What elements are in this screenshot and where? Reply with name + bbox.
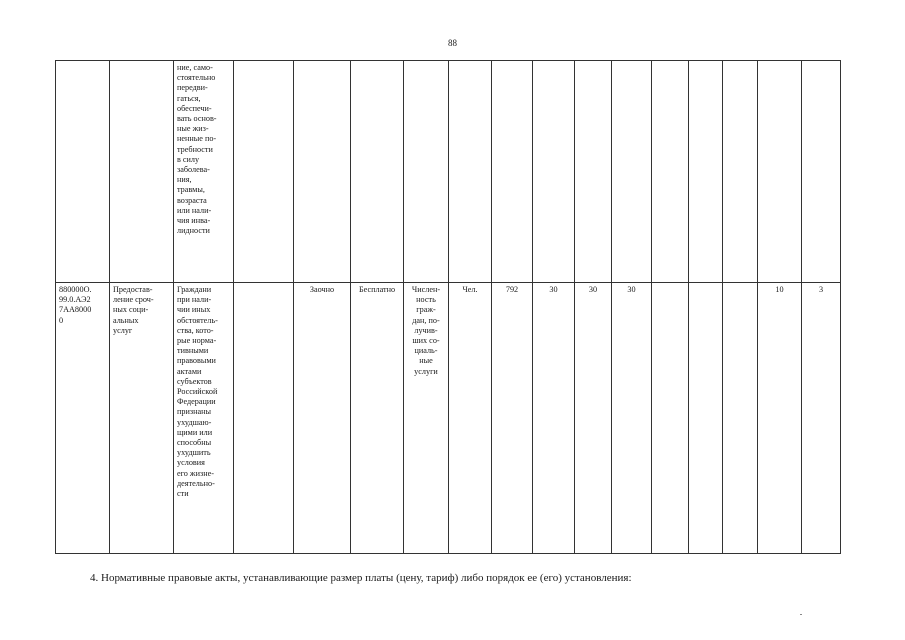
table-cell xyxy=(723,61,758,283)
cell-service-form: Заочно xyxy=(294,283,351,554)
table-cell xyxy=(351,61,404,283)
table-cell xyxy=(689,283,723,554)
cell-value-year-2: 30 xyxy=(575,283,612,554)
table-row-continuation xyxy=(56,61,841,283)
cell-deviation-percent: 10 xyxy=(758,283,802,554)
scan-artifact xyxy=(800,614,802,615)
cell-unit: Чел. xyxy=(449,283,492,554)
cell-registry-code: 880000О. 99.0.АЭ2 7АА8000 0 xyxy=(56,283,110,554)
table-cell xyxy=(758,61,802,283)
cell-value-year-3: 30 xyxy=(612,283,652,554)
cell-service-empty xyxy=(110,61,174,283)
table-cell xyxy=(234,283,294,554)
cell-recipient-category: Граждани при нали- чии иных обстоятель- ства, кото- рые норма- тивными правовыми актами субъектов Российской Федерации признаны ухудшаю- щими или способны ухудшить условия его жизне- деятельно- сти xyxy=(174,283,234,554)
cell-indicator-name: Числен- ность граж- дан, по- лучив- ших со- циаль- ные услуги xyxy=(404,283,449,554)
table-cell xyxy=(404,61,449,283)
cell-payment-type: Бесплатно xyxy=(351,283,404,554)
table-cell xyxy=(723,283,758,554)
table-cell xyxy=(652,61,689,283)
cell-okei-code: 792 xyxy=(492,283,533,554)
table-cell xyxy=(575,61,612,283)
table-cell xyxy=(533,61,575,283)
table-cell xyxy=(652,283,689,554)
page-number: 88 xyxy=(448,38,457,48)
table-cell xyxy=(449,61,492,283)
table-cell xyxy=(234,61,294,283)
table-cell xyxy=(802,61,841,283)
table-row-service xyxy=(56,283,841,554)
cell-service-name: Предостав- ление сроч- ных соци- альных услуг xyxy=(110,283,174,554)
table-cell xyxy=(612,61,652,283)
table-cell xyxy=(492,61,533,283)
cell-code-empty xyxy=(56,61,110,283)
cell-deviation-absolute: 3 xyxy=(802,283,841,554)
table-cell xyxy=(294,61,351,283)
cell-value-year-1: 30 xyxy=(533,283,575,554)
table-cell xyxy=(689,61,723,283)
service-table xyxy=(55,60,841,554)
section-heading: 4. Нормативные правовые акты, устанавливающие размер платы (цену, тариф) либо порядок ее (его) установления: xyxy=(90,572,632,584)
cell-condition-continuation: ние, само- стоятельно передви- гаться, обеспечи- вать основ- ные жиз- ненные по- требности в силу заболева- ния, травмы, возраста или нали- чия инва- лидности xyxy=(174,61,234,283)
